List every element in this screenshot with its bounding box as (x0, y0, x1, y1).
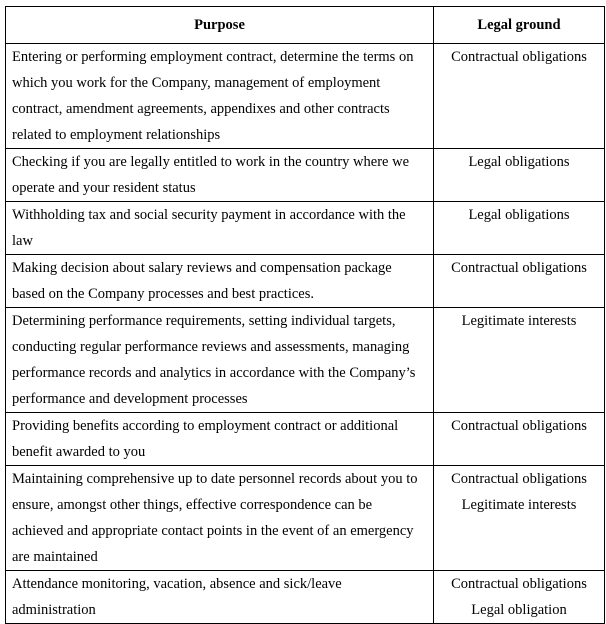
purpose-column-header: Purpose (6, 7, 434, 44)
legal-ground-cell (434, 466, 605, 571)
purpose-cell: Entering or performing employment contract, determine the terms on which you work for the Company, management of employment contract, amendment agreements, appendixes and other contracts related to employment relationships (6, 44, 434, 149)
table-row (6, 202, 605, 255)
table-row (6, 413, 605, 466)
purpose-cell: Making decision about salary reviews and compensation package based on the Company processes and best practices. (6, 255, 434, 308)
table-row (6, 308, 605, 413)
table-body (6, 44, 605, 624)
legal-ground-column-header: Legal ground (434, 7, 605, 44)
legal-ground-label: Legal obligations (468, 154, 570, 170)
legal-ground-label: Contractual obligations (451, 418, 587, 434)
purpose-cell: Attendance monitoring, vacation, absence and sick/leave administration (6, 571, 434, 624)
legal-ground-label: Legitimate interests (461, 497, 577, 513)
purpose-cell: Determining performance requirements, setting individual targets, conducting regular performance reviews and assessments, managing performance records and analytics in accordance with the Company’s performance and development processes (6, 308, 434, 413)
table-row (6, 44, 605, 149)
legal-ground-cell (434, 413, 605, 466)
legal-ground-label: Contractual obligations (451, 576, 587, 592)
table-row (6, 149, 605, 202)
legal-ground-cell (434, 255, 605, 308)
legal-ground-label: Contractual obligations (451, 260, 587, 276)
purpose-legal-ground-table (5, 6, 605, 624)
purpose-cell: Withholding tax and social security payment in accordance with the law (6, 202, 434, 255)
legal-ground-label: Contractual obligations (451, 471, 587, 487)
legal-ground-label: Legitimate interests (461, 313, 577, 329)
table-row (6, 255, 605, 308)
legal-ground-label: Legal obligations (468, 207, 570, 223)
legal-ground-label: Contractual obligations (451, 49, 587, 65)
purpose-cell: Providing benefits according to employment contract or additional benefit awarded to you (6, 413, 434, 466)
purpose-cell: Checking if you are legally entitled to work in the country where we operate and your resident status (6, 149, 434, 202)
legal-ground-cell (434, 308, 605, 413)
legal-ground-cell (434, 202, 605, 255)
legal-ground-label: Legal obligation (471, 602, 567, 618)
legal-ground-cell (434, 44, 605, 149)
table-header-row (6, 7, 605, 44)
legal-ground-cell (434, 149, 605, 202)
table-row (6, 466, 605, 571)
purpose-cell: Maintaining comprehensive up to date personnel records about you to ensure, amongst other things, effective correspondence can be achieved and appropriate contact points in the event of an emergency are maintained (6, 466, 434, 571)
